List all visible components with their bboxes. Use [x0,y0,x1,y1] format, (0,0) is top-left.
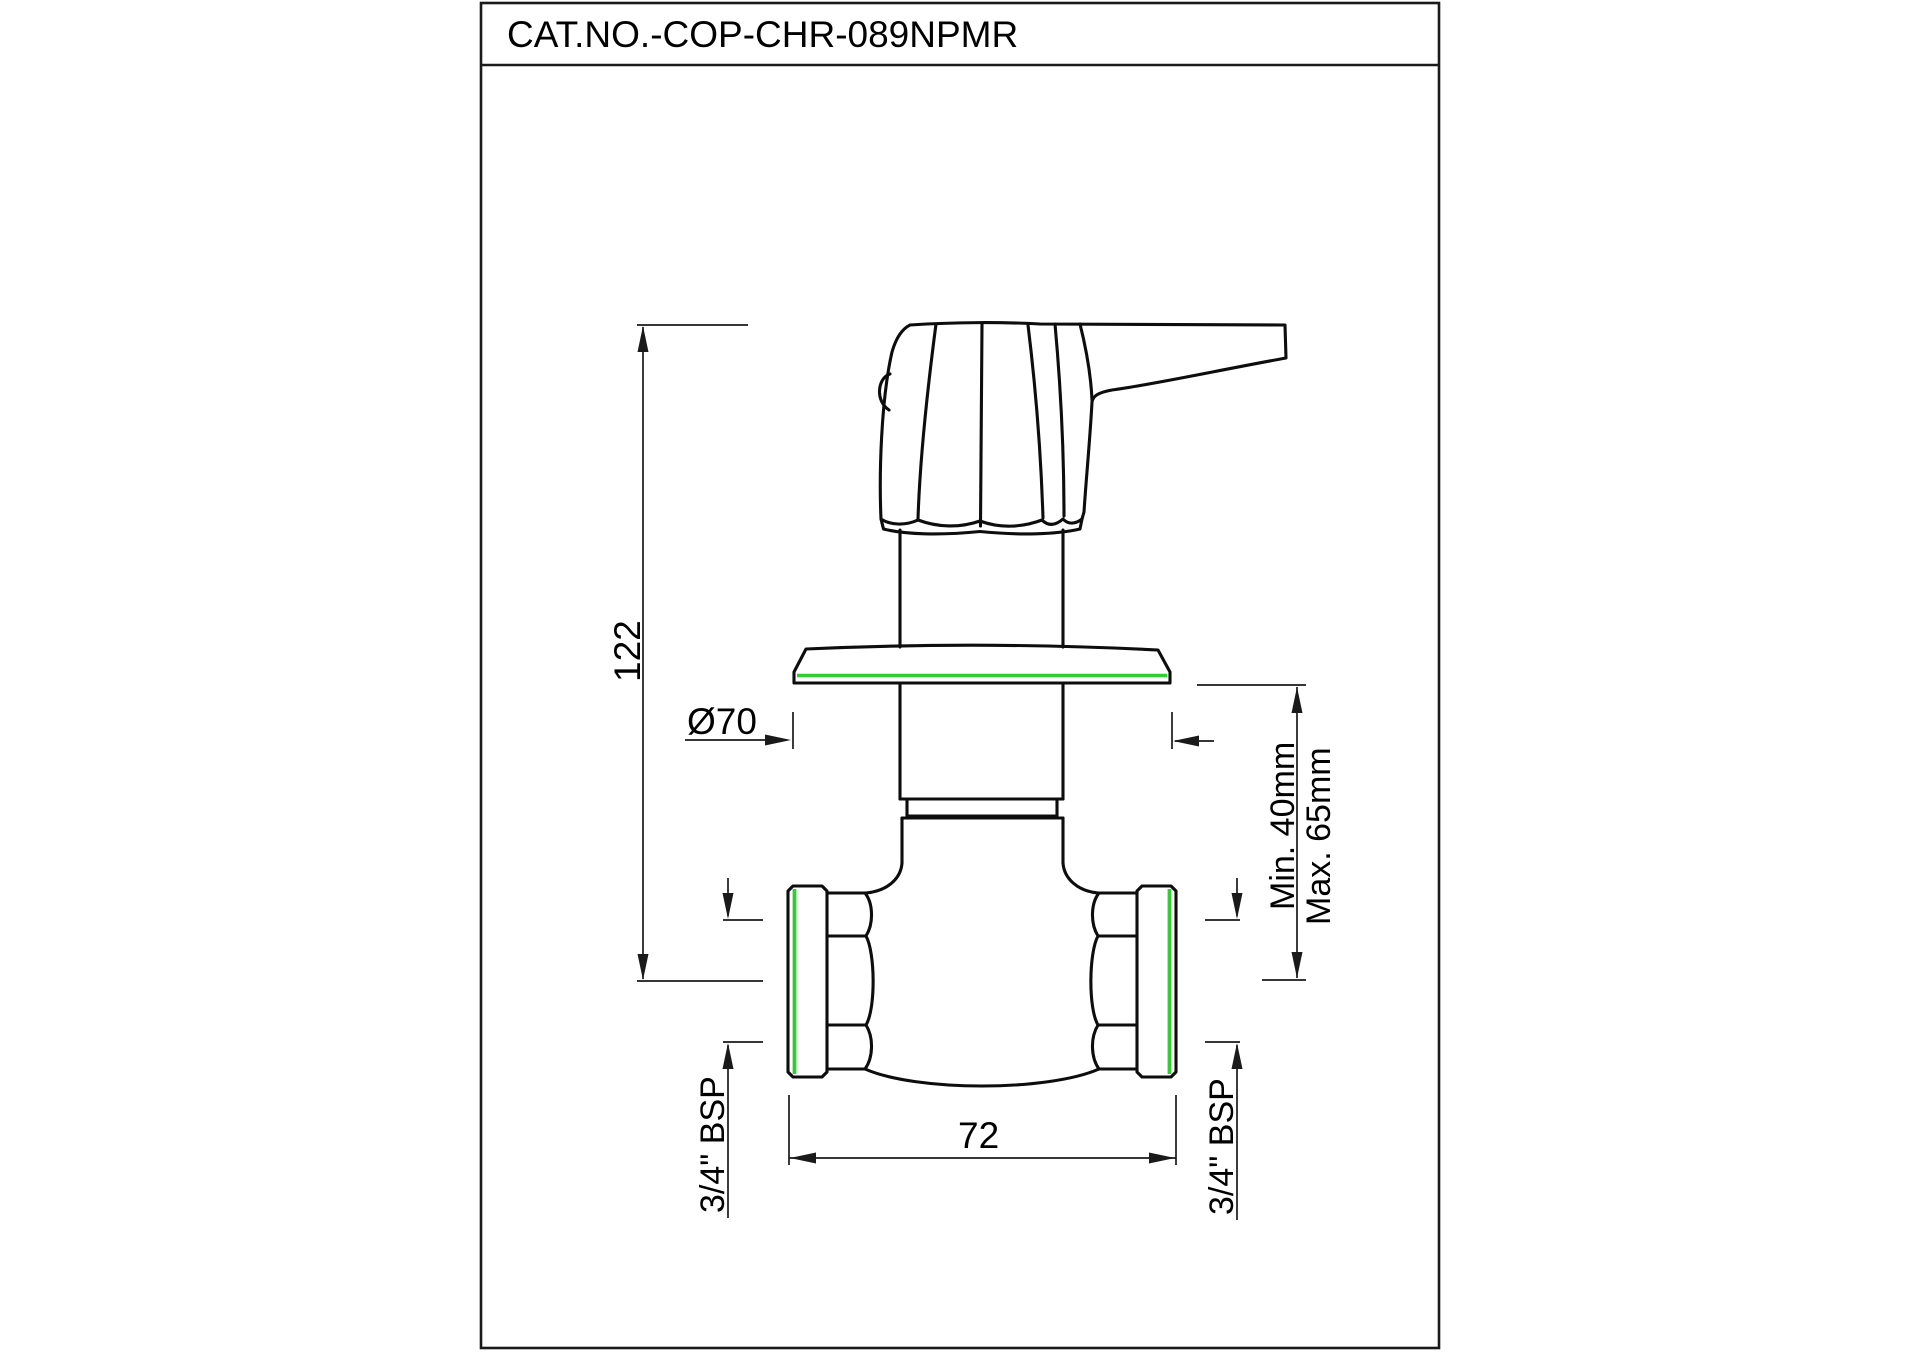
body-bottom-arc [865,1069,1099,1086]
handle-flute-2 [981,324,983,526]
dim-depth-min-label: Min. 40mm [1264,741,1302,910]
handle-outline [880,323,1286,527]
thread-right-label: 3/4" BSP [1203,1078,1241,1215]
dim-72-arrow-right [1149,1153,1175,1164]
handle-flute-3 [1028,325,1043,518]
dim-72-arrow-left [790,1153,816,1164]
handle-flute-1 [918,324,936,519]
thread-left-arrow-up [723,1043,734,1069]
handle-flute-4 [1055,324,1064,516]
dim-72-label: 72 [958,1115,1000,1156]
dim-70-right-arrow [1173,736,1199,747]
thread-right-arrow-up [1232,1043,1243,1069]
dim-flange-diameter [685,712,1214,749]
dim-122-arrow-down [638,954,649,980]
left-nut-profile [865,893,873,1069]
dim-depth-arrow-down [1292,952,1303,978]
right-nut-profile [1091,893,1099,1069]
flange-outline [794,645,1170,683]
thread-left-label: 3/4" BSP [694,1076,732,1213]
dim-70-left-arrow [765,735,791,746]
dim-depth-arrow-up [1292,687,1303,713]
green-accent-lines [795,676,1170,1075]
dim-overall-height [637,325,763,981]
handle-right-shoulder-line [1080,324,1092,400]
valve-body-outline [788,323,1286,1086]
thread-left-arrow-down [723,893,734,919]
catalog-number-label: CAT.NO.-COP-CHR-089NPMR [507,14,1019,55]
thread-right-arrow-down [1232,893,1243,919]
dim-122-arrow-up [638,326,649,352]
body-left-fillet [866,863,902,893]
body-right-fillet [1063,863,1098,893]
dim-70-label: Ø70 [687,701,757,742]
dim-122-label: 122 [607,620,648,682]
dim-depth-max-label: Max. 65mm [1300,747,1338,925]
